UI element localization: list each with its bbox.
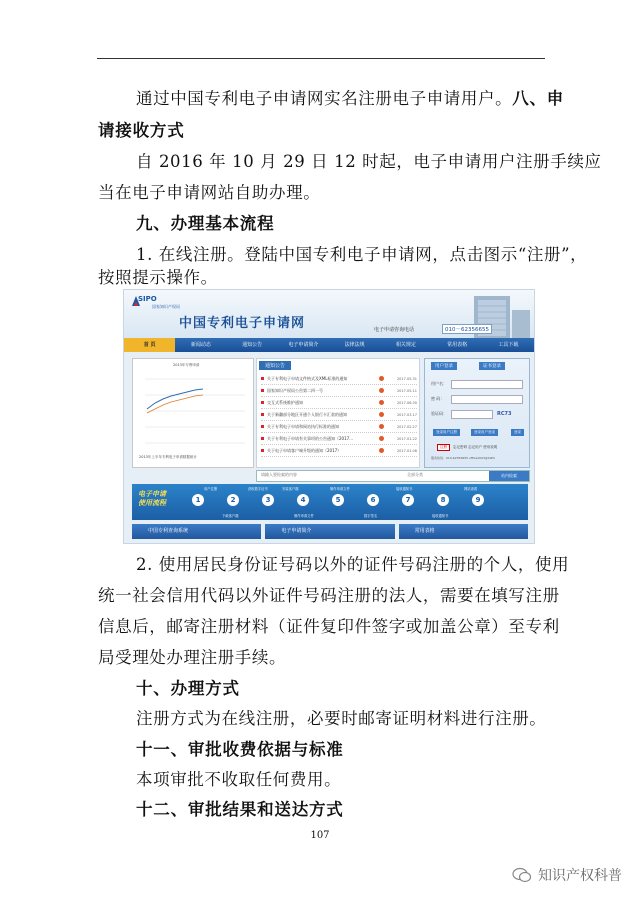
site-search-bar	[256, 470, 530, 482]
bullet-icon	[261, 389, 264, 392]
nav-forms[interactable]: 常用表格	[447, 342, 468, 348]
notice-title: 国家知识产权局公告第二四一号	[267, 387, 323, 393]
body-text: 自 2016 年 10 月 29 日 12 时起，电子申请用户注册手续应	[136, 152, 602, 171]
body-text: 注册方式为在线注册，必要时邮寄证明材料进行注册。	[136, 709, 547, 728]
stats-line-chart	[137, 369, 249, 453]
nav-tools[interactable]: 工具下载	[498, 342, 519, 348]
notice-title: 关于专利电子申请文件格式及XML标准的通知	[267, 375, 348, 381]
flow-label-line: 使用流程	[138, 499, 166, 507]
flow-step-label: 网站查看	[464, 487, 478, 491]
logo-subtext: 国家知识产权局	[152, 304, 180, 309]
tab-cert-login[interactable]: 证书登录	[479, 362, 505, 370]
flow-step: 8	[437, 494, 449, 506]
list-item[interactable]	[261, 409, 417, 421]
forms-link[interactable]: 常用表格	[399, 524, 528, 539]
hotline-label: 电子申请咨询电话	[374, 327, 415, 333]
bullet-icon	[261, 449, 264, 452]
hotline-number: 010－62356655	[442, 324, 492, 334]
section-heading-nine: 九、办理基本流程	[136, 214, 275, 233]
notice-date: 2017.05.31	[396, 376, 417, 381]
notice-title: 关于新疆部分地区开通个人银行卡汇款的通知	[267, 411, 347, 417]
watermark-text: 知识产权科普	[538, 868, 622, 884]
section-heading-eight-cont: 请接收方式	[98, 121, 185, 140]
main-nav	[124, 338, 534, 352]
body-text: 通过中国专利电子申请网实名注册电子申请用户。	[136, 89, 513, 108]
notice-date: 2017.01.22	[396, 436, 417, 441]
page-number: 107	[310, 830, 330, 841]
site-title: 中国专利电子申请网	[179, 316, 306, 331]
body-text: 统一社会信用代码以外证件号码注册的法人，需要在填写注册	[98, 586, 560, 605]
wechat-icon	[512, 867, 532, 883]
tab-user-login[interactable]: 用户登录	[431, 362, 457, 370]
body-text: 2. 使用居民身份证号码以外的证件号码注册的个人，使用	[136, 555, 570, 574]
flow-step-label: 下载客户端	[222, 514, 239, 518]
notice-date: 2017.01.06	[396, 448, 417, 453]
flow-step-label: 用户注册	[204, 487, 218, 491]
flow-step: 9	[472, 494, 484, 506]
pin-icon	[379, 400, 384, 405]
captcha-label: 验证码：	[431, 411, 447, 416]
bullet-icon	[261, 401, 264, 404]
bullet-icon	[261, 377, 264, 380]
flow-step-label: 接收通知书	[396, 487, 413, 491]
pin-icon	[379, 412, 384, 417]
list-item[interactable]	[261, 421, 417, 433]
list-item[interactable]	[261, 385, 417, 397]
flow-step: 1	[192, 494, 204, 506]
flow-step: 3	[262, 494, 274, 506]
list-item[interactable]	[261, 373, 417, 385]
username-field[interactable]	[451, 380, 523, 389]
pin-icon	[379, 448, 384, 453]
search-button[interactable]: 站内检索	[489, 471, 529, 481]
notice-date: 2017.03.17	[396, 412, 417, 417]
password-field[interactable]	[451, 395, 523, 404]
flow-step: 6	[367, 494, 379, 506]
site-header	[124, 290, 534, 338]
notice-title: 交互式系统维护通知	[267, 399, 303, 405]
flow-step-label: 数字签名	[364, 514, 378, 518]
notice-list	[261, 373, 417, 457]
bottom-links	[132, 524, 528, 539]
bullet-icon	[261, 425, 264, 428]
section-heading-twelve: 十二、审批结果和送达方式	[136, 800, 344, 819]
notice-date: 2017.06.30	[396, 400, 417, 405]
body-text: 局受理处办理注册手续。	[98, 648, 287, 667]
list-item[interactable]	[261, 445, 417, 457]
patent-query-link[interactable]: 中国专利查询系统	[132, 524, 261, 539]
body-text: 当在电子申请网站自助办理。	[98, 183, 321, 202]
notice-date: 2017.05.11	[396, 388, 417, 393]
pin-icon	[379, 388, 384, 393]
login-button[interactable]: 登录	[511, 429, 524, 436]
nav-news[interactable]: 新闻动态	[190, 342, 211, 348]
flow-step-label: 安装客户端	[282, 487, 299, 491]
paragraph-line	[136, 89, 564, 109]
body-text: 1. 在线注册。登陆中国专利电子申请网，点击图示“注册”，	[136, 245, 588, 264]
watermark	[512, 865, 622, 885]
captcha-field[interactable]	[451, 410, 493, 419]
nav-intro[interactable]: 电子申请简介	[288, 342, 319, 348]
flow-step-label: 制作申请文件	[330, 487, 350, 491]
notice-title: 关于电子申请客户端升级的通知（2017）	[267, 447, 342, 453]
login-note: 服务热线：010-62356655 office2003@SIPO	[431, 456, 495, 460]
logo-text: SIPO	[138, 295, 157, 303]
bullet-icon	[261, 413, 264, 416]
section-heading-eleven: 十一、审批收费依据与标准	[136, 740, 344, 759]
body-text: 按照提示操作。	[98, 268, 218, 287]
flow-step: 4	[297, 494, 309, 506]
username-label: 用户名：	[431, 381, 447, 386]
chart-title: 2013年专利申请	[173, 363, 200, 367]
notice-title: 关于专利电子申请和网站执行标准的通知	[267, 423, 339, 429]
body-text: 信息后，邮寄注册材料（证件复印件签字或加盖公章）至专利	[98, 617, 560, 636]
bullet-icon	[261, 437, 264, 440]
usage-flow-banner	[132, 484, 528, 520]
pin-icon	[379, 376, 384, 381]
flow-step: 2	[227, 494, 239, 506]
login-panel	[424, 358, 530, 468]
flow-step: 5	[332, 494, 344, 506]
pin-icon	[379, 436, 384, 441]
list-item[interactable]	[261, 397, 417, 409]
stats-chart-panel	[132, 358, 254, 468]
notice-title: 关于专利电子申请有关事项的公告通知（2017…	[267, 435, 354, 441]
intro-link[interactable]: 电子申请简介	[265, 524, 394, 539]
nav-notices[interactable]: 通知公告	[242, 342, 263, 348]
flow-step: 7	[402, 494, 414, 506]
login-links[interactable]: 忘记密码 忘记用户 使用说明	[453, 445, 498, 449]
search-input[interactable]: 请输入要检索的内容	[261, 472, 297, 477]
section-heading-ten: 十、办理方式	[136, 679, 240, 698]
nav-home[interactable]: 首 页	[124, 338, 175, 352]
chart-caption: 2013年上半年专利电子申请数据统计	[139, 455, 197, 459]
flow-step-label: 制作申请文件	[294, 514, 314, 518]
register-button[interactable]: 注册	[437, 444, 450, 451]
embedded-website-screenshot	[123, 289, 535, 544]
notice-date: 2017.02.27	[396, 424, 417, 429]
notice-panel	[256, 358, 420, 468]
user-login-button[interactable]: 登录用户登录	[471, 429, 498, 436]
user-register-button[interactable]: 登录用户注册	[433, 429, 460, 436]
search-category-select[interactable]: 全部分类	[407, 472, 423, 477]
list-item[interactable]	[261, 433, 417, 445]
flow-step-label: 获取数字证书	[248, 487, 268, 491]
flow-step-label: 接收通知书	[432, 514, 449, 518]
pin-icon	[379, 424, 384, 429]
section-heading-eight: 八、申	[512, 89, 565, 108]
notice-tab[interactable]: 通知公告	[259, 361, 291, 370]
header-rule	[97, 58, 545, 59]
password-label: 密 码：	[431, 396, 445, 401]
body-text: 本项审批不收取任何费用。	[136, 770, 342, 789]
flow-label-line: 电子申请	[138, 490, 166, 498]
flow-label	[138, 490, 166, 508]
nav-rules[interactable]: 相关规定	[395, 342, 416, 348]
captcha-image[interactable]: RC73	[497, 411, 512, 417]
nav-laws[interactable]: 法律法规	[344, 342, 365, 348]
